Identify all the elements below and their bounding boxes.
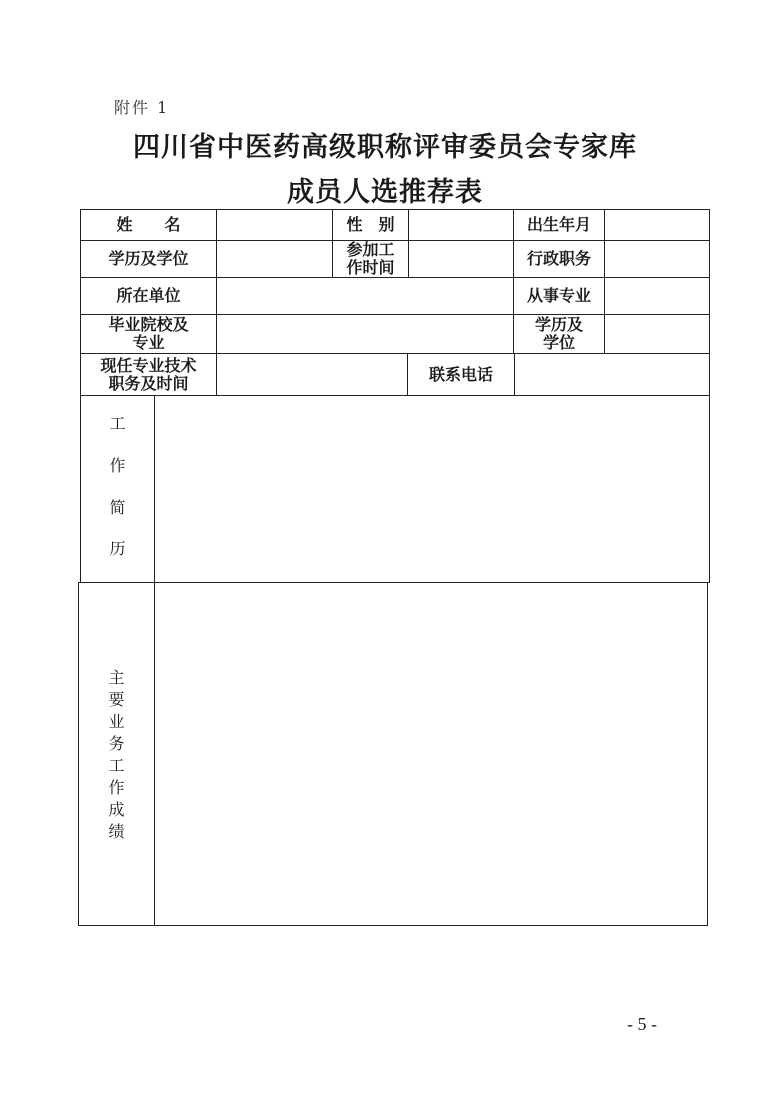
birth-field[interactable] [604,209,710,241]
page-title-line-1: 四川省中医药高级职称评审委员会专家库 [133,132,637,163]
resume-char: 工 [109,414,126,433]
achievements-char: 业 [108,711,125,731]
degree-label [513,314,605,354]
work-start-label-line-2: 作时间 [346,258,395,277]
title-field[interactable] [216,353,408,396]
resume-char: 简 [109,498,126,517]
achievements-label-cell [78,582,155,926]
admin-post-label: 行政职务 [526,249,591,268]
achievements-char: 绩 [108,821,125,841]
attachment-label: 附件 1 [114,98,170,117]
admin-post-field[interactable] [604,240,710,278]
page-number: - 5 - [627,1014,657,1034]
education-field[interactable] [216,240,333,278]
phone-field[interactable] [514,353,710,396]
school-label-line-2: 专业 [132,333,165,352]
achievements-char: 成 [108,799,125,819]
gender-label: 性 别 [346,215,395,234]
degree-field[interactable] [604,314,710,354]
achievements-char: 要 [108,689,125,709]
education-label: 学历及学位 [108,249,189,268]
birth-label: 出生年月 [526,215,591,234]
page-title-line-2: 成员人选推荐表 [287,177,483,208]
title-label [80,353,217,396]
work-start-field[interactable] [408,240,514,278]
specialty-label: 从事专业 [526,286,591,305]
school-label [80,314,217,354]
employer-label: 所在单位 [116,286,181,305]
resume-char: 作 [109,456,126,475]
specialty-field[interactable] [604,277,710,315]
achievements-char: 作 [108,777,125,797]
achievements-char: 工 [108,755,125,775]
gender-field[interactable] [408,209,514,241]
school-label-line-1: 毕业院校及 [108,315,189,334]
achievements-char: 务 [108,733,125,753]
degree-label-line-1: 学历及 [534,315,583,334]
title-label-line-1: 现任专业技术 [100,355,197,375]
name-label: 姓 名 [116,215,181,234]
achievements-field[interactable] [154,582,708,926]
resume-char: 历 [109,539,126,558]
school-field[interactable] [216,314,514,354]
title-label-line-2: 职务及时间 [108,373,189,393]
degree-label-line-2: 学位 [542,333,575,352]
phone-label: 联系电话 [428,364,493,384]
work-start-label [332,240,409,278]
achievements-char: 主 [108,667,125,687]
employer-field[interactable] [216,277,514,315]
resume-field[interactable] [154,395,710,583]
name-field[interactable] [216,209,333,241]
work-start-label-line-1: 参加工 [346,240,395,259]
